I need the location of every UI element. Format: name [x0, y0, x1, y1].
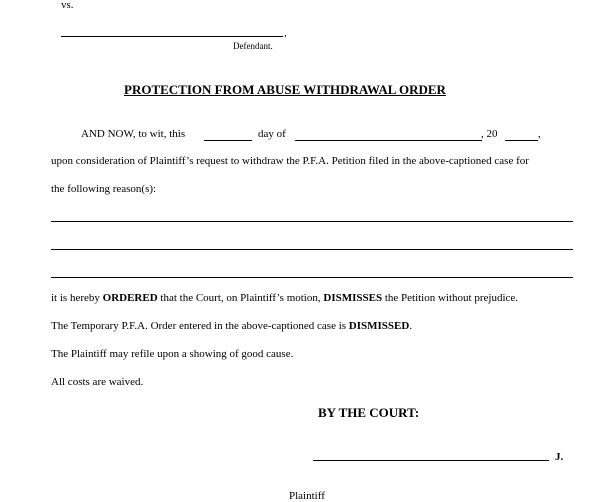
order-text-a: it is hereby	[51, 292, 103, 304]
day-blank	[204, 140, 252, 141]
defendant-signature-line	[61, 36, 283, 37]
day-of-text: day of	[258, 128, 286, 140]
temporary-text-a: The Temporary P.F.A. Order entered in the above-captioned case is	[51, 320, 349, 332]
ordered-text: ORDERED	[102, 292, 158, 304]
reason-line-2	[51, 249, 573, 250]
dismissed-text: DISMISSED	[348, 320, 410, 332]
vs-label: vs.	[61, 0, 74, 11]
judge-suffix: J.	[555, 451, 564, 463]
reason-line-3	[51, 277, 573, 278]
plaintiff-label: Plaintiff	[289, 490, 325, 502]
order-text-e: the Petition without prejudice.	[382, 292, 519, 304]
year-suffix: ,	[538, 128, 541, 140]
month-blank	[295, 140, 482, 141]
and-now-text: AND NOW, to wit, this	[81, 128, 186, 140]
dismisses-text: DISMISSES	[323, 292, 383, 304]
year-blank	[505, 140, 538, 141]
temporary-order-paragraph	[51, 320, 412, 332]
by-the-court-label: BY THE COURT:	[318, 405, 420, 420]
judge-signature-line	[313, 460, 549, 461]
temporary-text-c: .	[409, 320, 413, 332]
refile-text: The Plaintiff may refile upon a showing of good cause.	[51, 348, 294, 360]
costs-text: All costs are waived.	[51, 376, 144, 388]
defendant-label: Defendant.	[233, 41, 273, 51]
order-paragraph	[51, 292, 518, 304]
order-text-c: that the Court, on Plaintiff’s motion,	[157, 292, 324, 304]
reason-line-1	[51, 221, 573, 222]
consideration-text: upon consideration of Plaintiff’s request to withdraw the P.F.A. Petition filed in the above-captioned case for	[51, 155, 529, 167]
year-prefix: , 20	[481, 128, 498, 140]
page-title: PROTECTION FROM ABUSE WITHDRAWAL ORDER	[124, 82, 446, 97]
reasons-label: the following reason(s):	[51, 183, 157, 195]
defendant-comma: ,	[284, 27, 287, 39]
